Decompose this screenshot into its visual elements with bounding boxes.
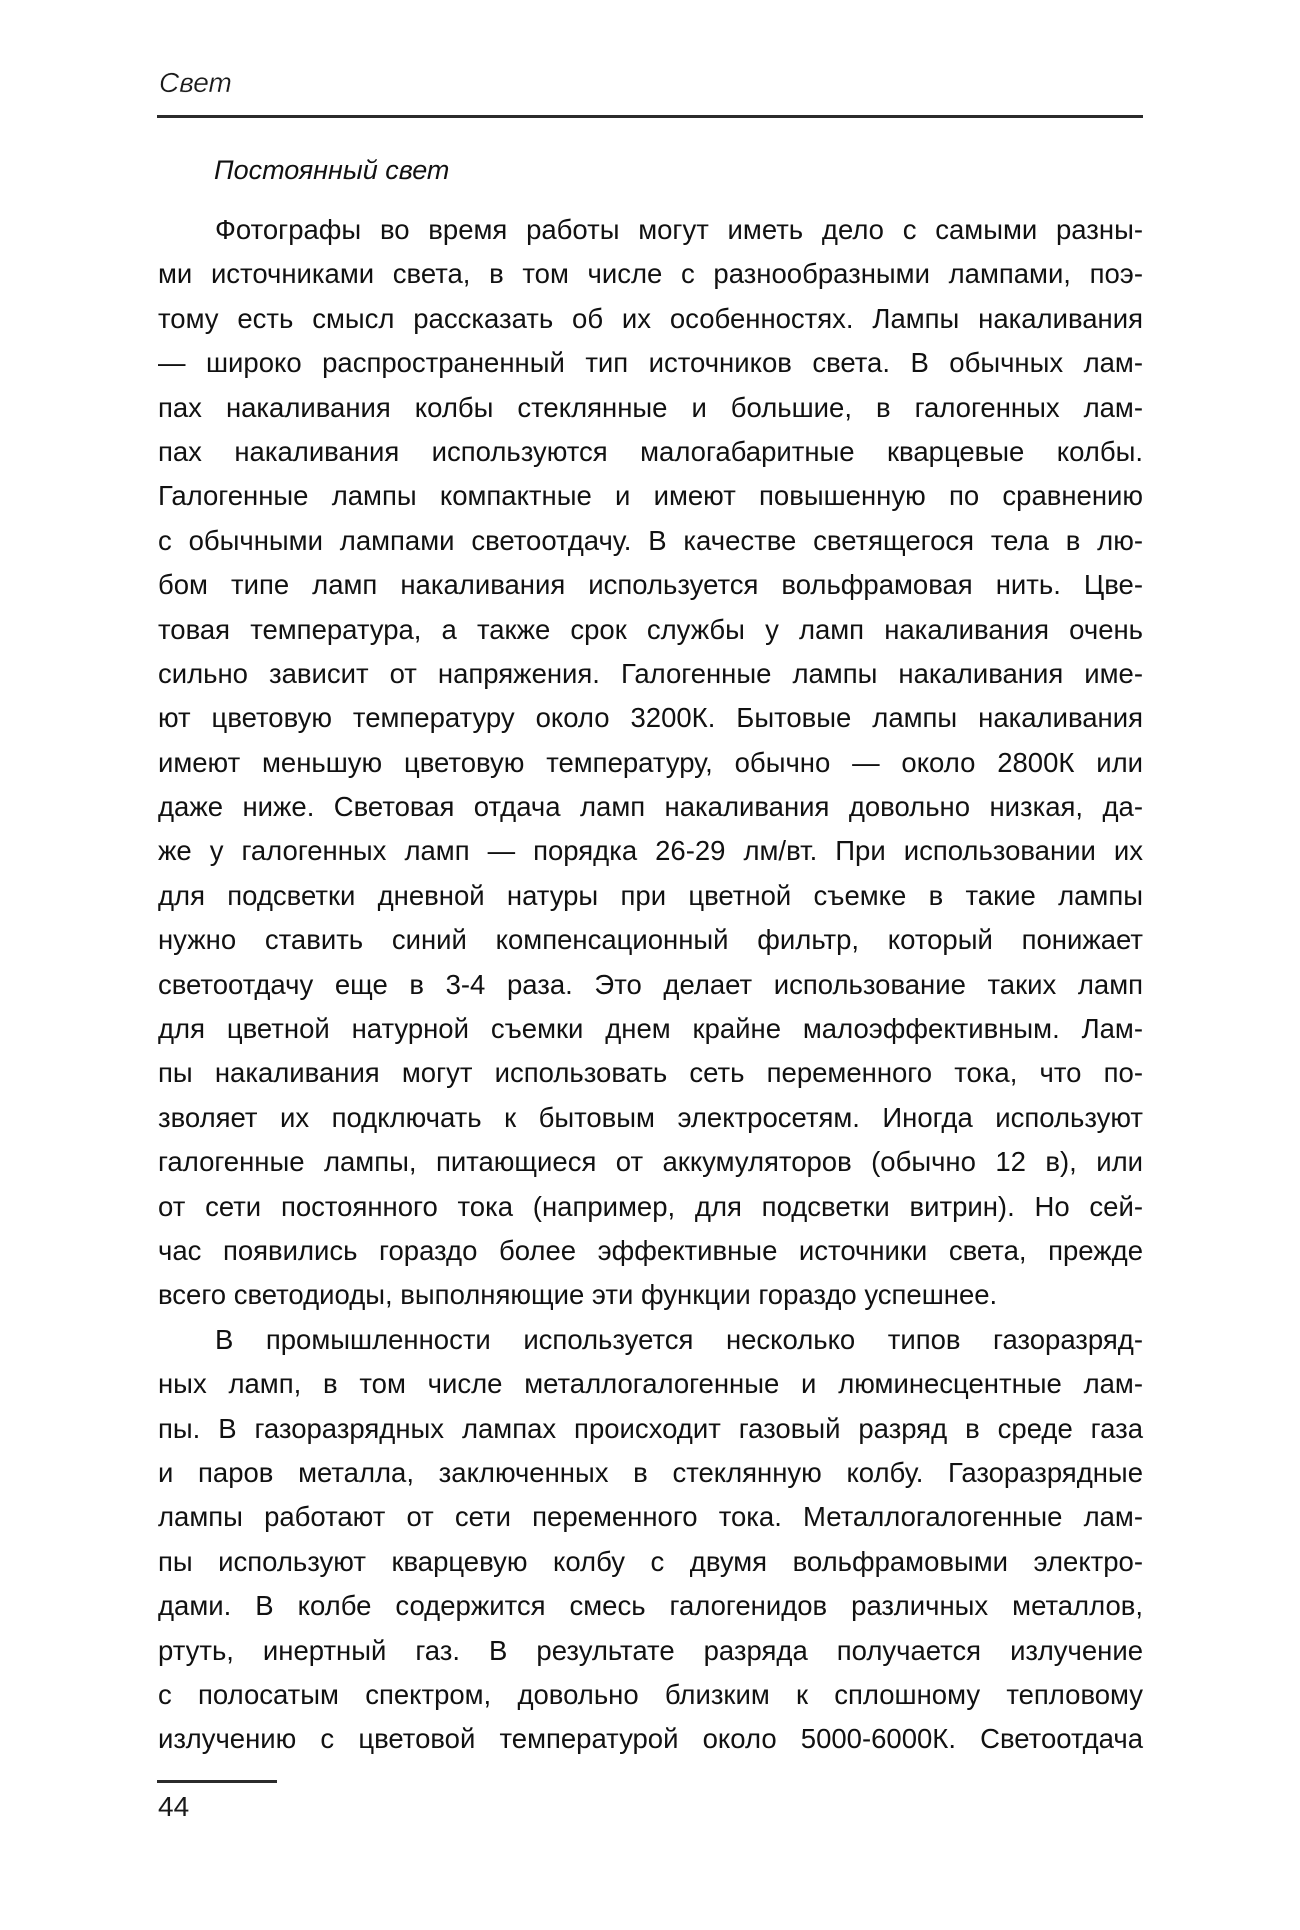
text-line: светоотдачу еще в 3-4 раза. Это делает использование таких ламп xyxy=(158,968,1143,1000)
text-line: же у галогенных ламп — порядка 26-29 лм/вт. При использовании их xyxy=(158,835,1143,867)
text-line: от сети постоянного тока (например, для подсветки витрин). Но сей- xyxy=(158,1190,1143,1222)
text-line: час появились гораздо более эффективные источники света, прежде xyxy=(158,1234,1143,1266)
text-line: излучению с цветовой температурой около 5000-6000К. Светоотдача xyxy=(158,1723,1143,1755)
text-line: всего светодиоды, выполняющие эти функции гораздо успешнее. xyxy=(158,1279,998,1311)
text-line: пах накаливания колбы стеклянные и большие, в галогенных лам- xyxy=(158,391,1143,423)
text-line: Фотографы во время работы могут иметь дело с самыми разны- xyxy=(215,214,1143,245)
section-title: Постоянный свет xyxy=(214,155,450,185)
text-line: пы используют кварцевую колбу с двумя вольфрамовыми электро- xyxy=(158,1545,1143,1577)
text-line: Галогенные лампы компактные и имеют повышенную по сравнению xyxy=(158,480,1143,512)
text-line: пах накаливания используются малогабаритные кварцевые колбы. xyxy=(158,435,1143,467)
text-line: ют цветовую температуру около 3200К. Бытовые лампы накаливания xyxy=(158,702,1143,734)
text-line: имеют меньшую цветовую температуру, обычно — около 2800К или xyxy=(158,746,1143,778)
text-line: галогенные лампы, питающиеся от аккумуляторов (обычно 12 в), или xyxy=(158,1146,1143,1178)
text-line: с обычными лампами светоотдачу. В качестве светящегося тела в лю- xyxy=(158,524,1143,556)
text-line: пы накаливания могут использовать сеть переменного тока, что по- xyxy=(158,1057,1143,1089)
text-line: ми источниками света, в том числе с разнообразными лампами, поэ- xyxy=(158,258,1143,290)
text-line: и паров металла, заключенных в стеклянную колбу. Газоразрядные xyxy=(158,1456,1143,1488)
text-line: В промышленности используется несколько типов газоразряд- xyxy=(215,1323,1143,1355)
text-line: товая температура, а также срок службы у ламп накаливания очень xyxy=(158,613,1143,645)
text-line: пы. В газоразрядных лампах происходит газовый разряд в среде газа xyxy=(158,1412,1143,1444)
body-text xyxy=(158,213,1143,1767)
running-head: Свет xyxy=(159,67,232,98)
text-line: бом типе ламп накаливания используется вольфрамовая нить. Цве- xyxy=(158,569,1143,601)
text-line: тому есть смысл рассказать об их особенностях. Лампы накаливания xyxy=(158,302,1143,334)
text-line: для цветной натурной съемки днем крайне малоэффективным. Лам- xyxy=(158,1013,1143,1045)
text-line: ных ламп, в том числе металлогалогенные и люминесцентные лам- xyxy=(158,1368,1143,1400)
text-line: даже ниже. Световая отдача ламп накаливания довольно низкая, да- xyxy=(158,791,1143,823)
footer-rule xyxy=(157,1780,277,1783)
text-line: — широко распространенный тип источников света. В обычных лам- xyxy=(158,347,1143,379)
page-number: 44 xyxy=(158,1791,190,1822)
text-line: сильно зависит от напряжения. Галогенные лампы накаливания име- xyxy=(158,657,1143,689)
text-line: ртуть, инертный газ. В результате разряда получается излучение xyxy=(158,1634,1143,1666)
text-line: с полосатым спектром, довольно близким к сплошному тепловому xyxy=(158,1678,1143,1710)
text-line: для подсветки дневной натуры при цветной съемке в такие лампы xyxy=(158,879,1143,911)
text-line: нужно ставить синий компенсационный фильтр, который понижает xyxy=(158,924,1143,956)
text-line: лампы работают от сети переменного тока. Металлогалогенные лам- xyxy=(158,1501,1143,1533)
header-rule xyxy=(157,115,1143,118)
text-line: зволяет их подключать к бытовым электросетям. Иногда используют xyxy=(158,1101,1143,1133)
text-line: дами. В колбе содержится смесь галогенидов различных металлов, xyxy=(158,1590,1143,1622)
